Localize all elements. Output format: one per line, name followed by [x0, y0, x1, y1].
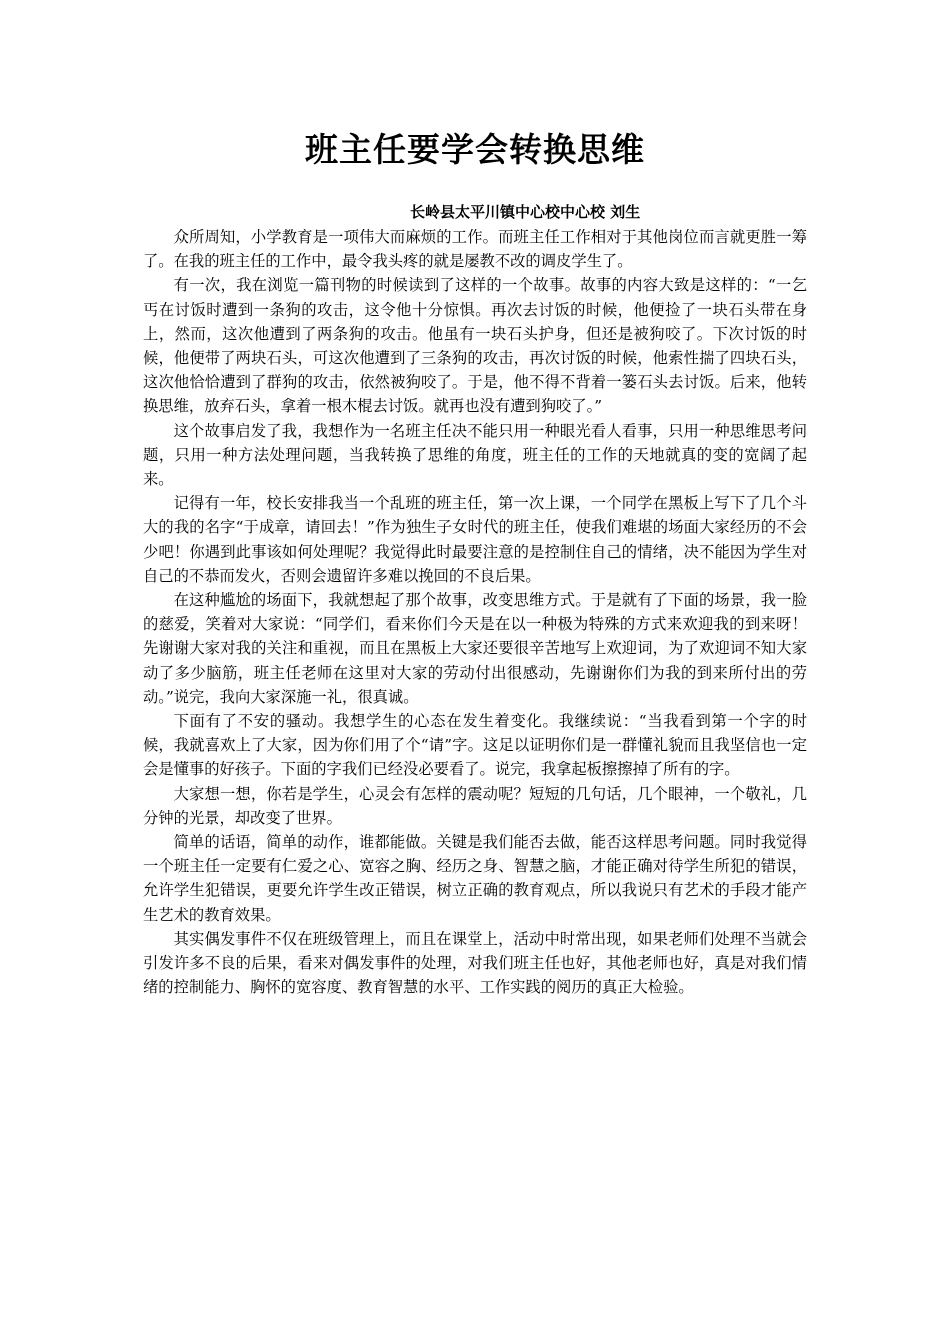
document-title: 班主任要学会转换思维: [305, 130, 645, 169]
paragraph: 有一次，我在浏览一篇刊物的时候读到了这样的一个故事。故事的内容大致是这样的：“一乞丐在讨饭时遭到一条狗的攻击，这令他十分惊惧。再次去讨饭的时候，他便捡了一块石头带在身上，然而，这次他遭到了两条狗的攻击。他虽有一块石头护身，但还是被狗咬了。下次讨饭的时候，他便带了两块石头，可这次他遭到了三条狗的攻击，再次讨饭的时候，他索性揣了四块石头，这次他恰恰遭到了群狗的攻击，依然被狗咬了。于是，他不得不背着一篓石头去讨饭。后来，他转换思维，放弃石头，拿着一根木棍去讨饭。就再也没有遭到狗咬了。”: [143, 276, 807, 416]
paragraph: 记得有一年，校长安排我当一个乱班的班主任，第一次上课，一个同学在黑板上写下了几个斗大的我的名字“于成章，请回去！”作为独生子女时代的班主任，使我们难堪的场面大家经历的不会少吧！你遇到此事该如何处理呢？我觉得此时最要注意的是控制住自己的情绪，决不能因为学生对自己的不恭而发火，否则会遗留许多难以挽回的不良后果。: [143, 494, 807, 585]
document-body: [143, 225, 807, 1000]
paragraph: 大家想一想，你若是学生，心灵会有怎样的震动呢？短短的几句话，几个眼神，一个敬礼，几分钟的光景，却改变了世界。: [143, 784, 807, 827]
paragraph: 简单的话语，简单的动作，谁都能做。关键是我们能否去做，能否这样思考问题。同时我觉得一个班主任一定要有仁爱之心、宽容之胸、经历之身、智慧之脑，才能正确对待学生所犯的错误，允许学生犯错误，更要允许学生改正错误，树立正确的教育观点，所以我说只有艺术的手段才能产生艺术的教育效果。: [143, 833, 807, 924]
paragraph: 在这种尴尬的场面下，我就想起了那个故事，改变思维方式。于是就有了下面的场景，我一脸的慈爱，笑着对大家说：“同学们，看来你们今天是在以一种极为特殊的方式来欢迎我的到来呀！先谢谢大家对我的关注和重视，而且在黑板上大家还要很辛苦地写上欢迎词，为了欢迎词不知大家动了多少脑筋，班主任老师在这里对大家的劳动付出很感动，先谢谢你们为我的到来所付出的劳动。”说完，我向大家深施一礼，很真诚。: [143, 591, 807, 706]
paragraph: 这个故事启发了我，我想作为一名班主任决不能只用一种眼光看人看事，只用一种思维思考问题，只用一种方法处理问题，当我转换了思维的角度，班主任的工作的天地就真的变的宽阔了起来。: [143, 421, 807, 489]
paragraph: 下面有了不安的骚动。我想学生的心态在发生着变化。我继续说：“当我看到第一个字的时候，我就喜欢上了大家，因为你们用了个“请”字。这足以证明你们是一群懂礼貌而且我坚信也一定会是懂事的好孩子。下面的字我们已经没必要看了。说完，我拿起板擦擦掉了所有的字。: [143, 712, 807, 779]
paragraph: 众所周知，小学教育是一项伟大而麻烦的工作。而班主任工作相对于其他岗位而言就更胜一筹了。在我的班主任的工作中，最令我头疼的就是屡教不改的调皮学生了。: [143, 228, 807, 271]
author-line: 长岭县太平川镇中心校中心校 刘生: [410, 203, 641, 221]
paragraph: 其实偶发事件不仅在班级管理上，而且在课堂上，活动中时常出现，如果老师们处理不当就会引发许多不良的后果，看来对偶发事件的处理，对我们班主任也好，其他老师也好，真是对我们情绪的控制能力、胸怀的宽容度、教育智慧的水平、工作实践的阅历的真正大检验。: [143, 929, 807, 997]
